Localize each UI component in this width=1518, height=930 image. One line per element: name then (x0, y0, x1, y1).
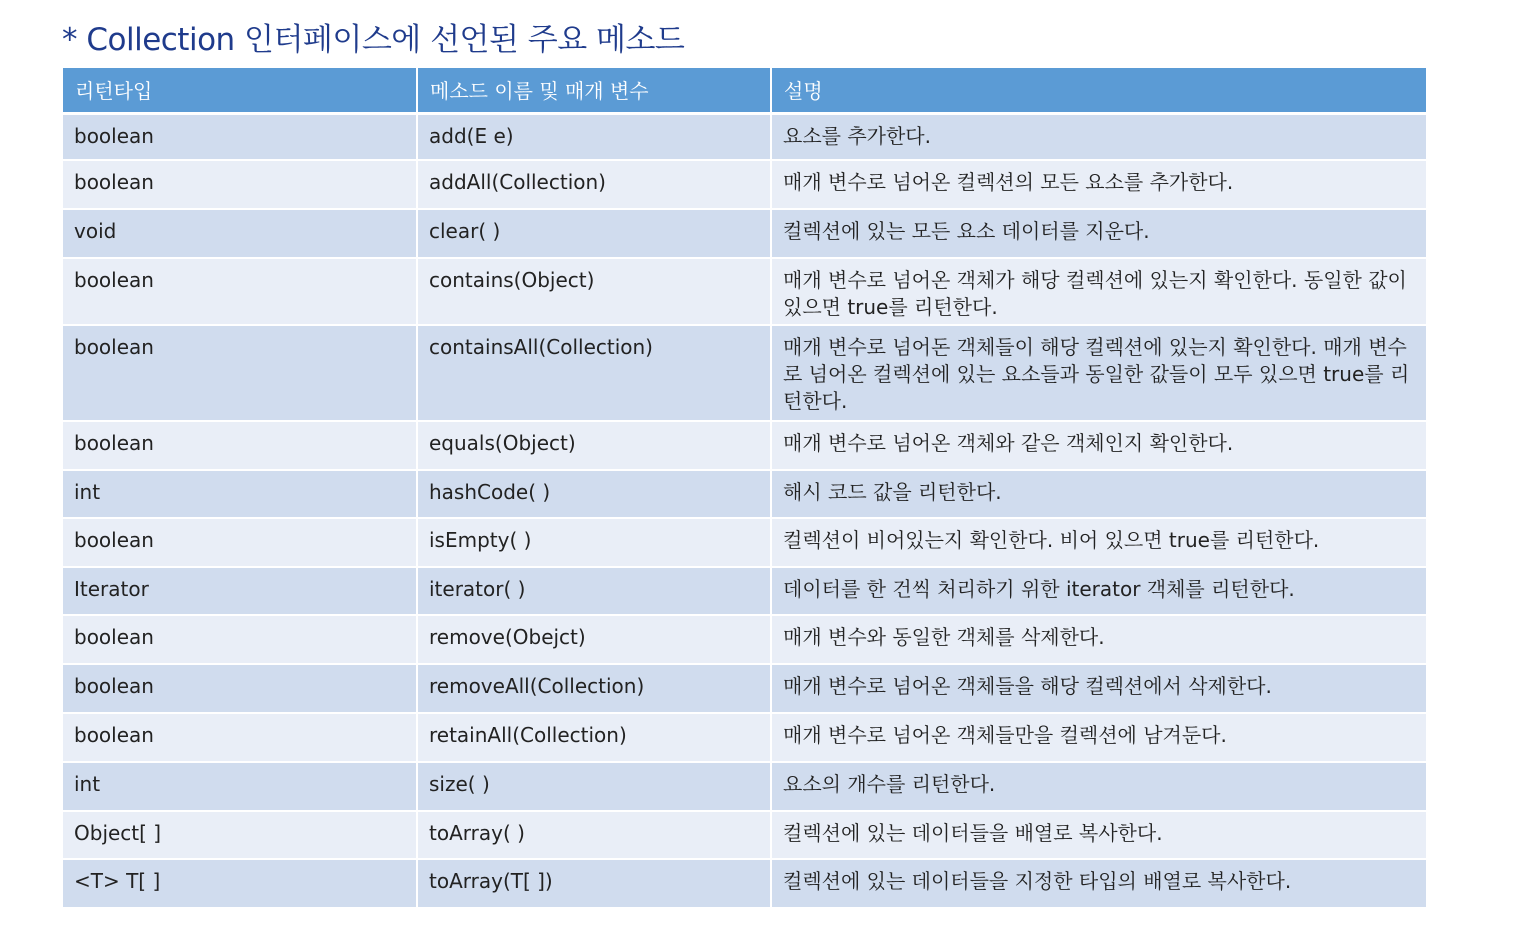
header-description: 설명 (771, 68, 1426, 113)
description-cell: 매개 변수로 넘어온 객체가 해당 컬렉션에 있는지 확인한다. 동일한 값이 있으면 true를 리턴한다. (771, 258, 1426, 325)
return-type-cell: boolean (63, 713, 417, 762)
methods-table (63, 68, 1426, 907)
description-cell: 매개 변수로 넘어온 객체와 같은 객체인지 확인한다. (771, 421, 1426, 470)
header-method-name: 메소드 이름 및 매개 변수 (417, 68, 771, 113)
description-cell: 컬렉션이 비어있는지 확인한다. 비어 있으면 true를 리턴한다. (771, 518, 1426, 567)
table-row (63, 567, 1426, 615)
return-type-cell: boolean (63, 518, 417, 567)
description-cell: 매개 변수로 넘어온 객체들만을 컬렉션에 남겨둔다. (771, 713, 1426, 762)
description-cell: 요소의 개수를 리턴한다. (771, 762, 1426, 811)
description-cell: 컬렉션에 있는 데이터들을 배열로 복사한다. (771, 811, 1426, 859)
method-cell: toArray(T[ ]) (417, 859, 771, 907)
table-row (63, 811, 1426, 859)
return-type-cell: <T> T[ ] (63, 859, 417, 907)
return-type-cell: boolean (63, 113, 417, 160)
table-row (63, 421, 1426, 470)
table-row (63, 209, 1426, 258)
description-cell: 매개 변수로 넘어온 객체들을 해당 컬렉션에서 삭제한다. (771, 664, 1426, 713)
return-type-cell: int (63, 762, 417, 811)
description-cell: 컬렉션에 있는 모든 요소 데이터를 지운다. (771, 209, 1426, 258)
table-row (63, 859, 1426, 907)
method-cell: removeAll(Collection) (417, 664, 771, 713)
description-cell: 매개 변수와 동일한 객체를 삭제한다. (771, 615, 1426, 664)
description-cell: 컬렉션에 있는 데이터들을 지정한 타입의 배열로 복사한다. (771, 859, 1426, 907)
description-cell: 매개 변수로 넘어돈 객체들이 해당 컬렉션에 있는지 확인한다. 매개 변수로 넘어온 컬렉션에 있는 요소들과 동일한 값들이 모두 있으면 true를 리턴한다. (771, 325, 1426, 421)
method-cell: equals(Object) (417, 421, 771, 470)
table-row (63, 762, 1426, 811)
method-cell: iterator( ) (417, 567, 771, 615)
table-row (63, 470, 1426, 518)
method-cell: hashCode( ) (417, 470, 771, 518)
description-cell: 데이터를 한 건씩 처리하기 위한 iterator 객체를 리턴한다. (771, 567, 1426, 615)
table-row (63, 160, 1426, 209)
table-row (63, 664, 1426, 713)
table-row (63, 518, 1426, 567)
return-type-cell: boolean (63, 615, 417, 664)
header-return-type: 리턴타입 (63, 68, 417, 113)
return-type-cell: int (63, 470, 417, 518)
table-header-row (63, 68, 1426, 113)
method-cell: toArray( ) (417, 811, 771, 859)
description-cell: 매개 변수로 넘어온 컬렉션의 모든 요소를 추가한다. (771, 160, 1426, 209)
table-row (63, 258, 1426, 325)
description-cell: 해시 코드 값을 리턴한다. (771, 470, 1426, 518)
table-row (63, 113, 1426, 160)
table-row (63, 325, 1426, 421)
method-cell: containsAll(Collection) (417, 325, 771, 421)
return-type-cell: boolean (63, 664, 417, 713)
method-cell: retainAll(Collection) (417, 713, 771, 762)
return-type-cell: void (63, 209, 417, 258)
return-type-cell: boolean (63, 421, 417, 470)
page-title: * Collection 인터페이스에 선언된 주요 메소드 (62, 22, 685, 58)
description-cell: 요소를 추가한다. (771, 113, 1426, 160)
return-type-cell: Iterator (63, 567, 417, 615)
return-type-cell: boolean (63, 160, 417, 209)
return-type-cell: boolean (63, 258, 417, 325)
method-cell: clear( ) (417, 209, 771, 258)
method-cell: remove(Obejct) (417, 615, 771, 664)
return-type-cell: boolean (63, 325, 417, 421)
method-cell: add(E e) (417, 113, 771, 160)
method-cell: contains(Object) (417, 258, 771, 325)
method-cell: addAll(Collection) (417, 160, 771, 209)
return-type-cell: Object[ ] (63, 811, 417, 859)
method-cell: isEmpty( ) (417, 518, 771, 567)
method-cell: size( ) (417, 762, 771, 811)
table-row (63, 615, 1426, 664)
table-row (63, 713, 1426, 762)
